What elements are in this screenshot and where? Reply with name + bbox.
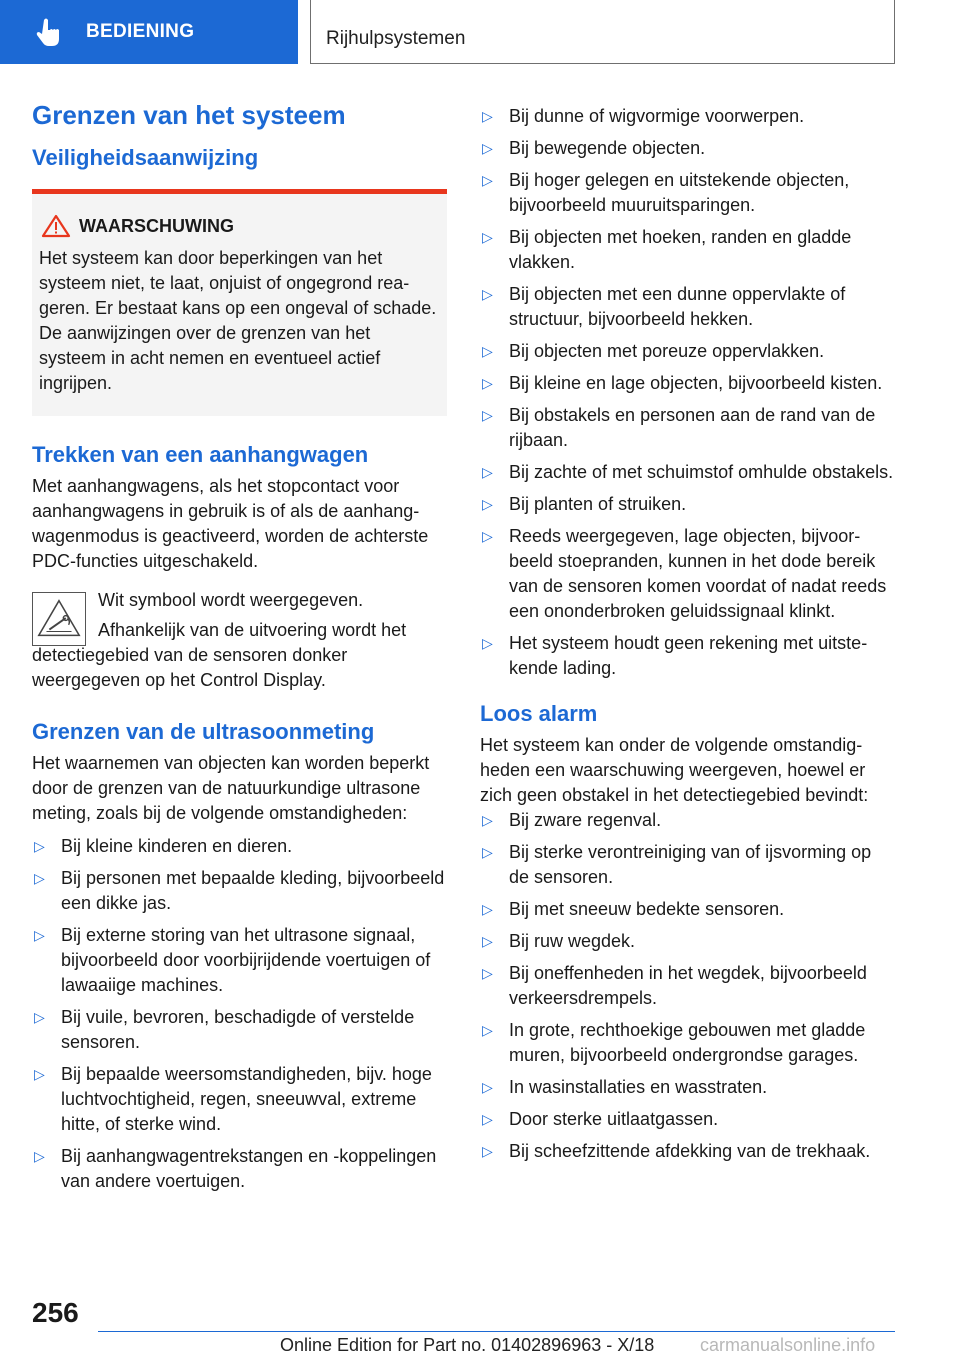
watermark: carmanualsonline.info: [700, 1335, 876, 1355]
footer-rule: [98, 1331, 895, 1332]
list-item: ▷ Bij kleine en lage objecten, bijvoorbeeld kisten.: [480, 371, 895, 396]
list-item: ▷ Bij hoger gelegen en uitstekende objecten, bijvoorbeeld muuruitsparingen.: [482, 170, 850, 215]
bullet-triangle-icon: ▷: [34, 927, 45, 943]
symbol-caption: Wit symbool wordt weergegeven.: [98, 590, 364, 610]
bullet-triangle-icon: ▷: [34, 1009, 45, 1025]
bullet-triangle-icon: ▷: [482, 844, 493, 860]
ultrasound-intro: Het waarnemen van objecten kan worden beperkt door de grenzen van de natuurkundige ultrasone meting, zoals bij de volgende omstandigheden:: [32, 753, 430, 823]
list-item: ▷ In wasinstallaties en wasstraten.: [480, 1075, 895, 1100]
list-item: ▷ Bij met sneeuw bedekte sensoren.: [480, 897, 895, 922]
header-divider-right: [894, 0, 895, 64]
bullet-triangle-icon: ▷: [482, 172, 493, 188]
bullet-triangle-icon: ▷: [482, 108, 493, 124]
list-item: ▷ Bij oneffenheden in het wegdek, bijvoorbeeld verkeersdrempels.: [482, 963, 867, 1008]
list-item: ▷ Het systeem houdt geen rekening met uitstekende lading.: [482, 633, 868, 678]
bullet-triangle-icon: ▷: [482, 1079, 493, 1095]
ultrasound-list: [32, 834, 447, 1194]
ultrasound-list-continued: [480, 104, 895, 681]
list-item: ▷ Bij zware regenval.: [480, 808, 895, 833]
list-item: ▷ Bij planten of struiken.: [480, 492, 895, 517]
false-alarm-heading: Loos alarm: [480, 701, 598, 726]
bullet-triangle-icon: ▷: [34, 870, 45, 886]
trailer-heading: Trekken van een aanhangwagen: [32, 442, 369, 467]
warning-triangle-icon: [41, 214, 71, 238]
list-item: ▷ Bij obstakels en personen aan de rand van de rijbaan.: [482, 405, 876, 450]
bullet-triangle-icon: ▷: [482, 407, 493, 423]
list-item: ▷ Reeds weergegeven, lage objecten, bijvoorbeeld stoepranden, kunnen in het dode bereik van de sensoren komen voordat of nadat reeds een ononderbroken geluidssignaal klinkt.: [482, 526, 887, 621]
ultrasound-heading: Grenzen van de ultrasoonmeting: [32, 719, 375, 744]
hand-pointer-icon: [32, 14, 68, 50]
bullet-triangle-icon: ▷: [482, 343, 493, 359]
bullet-triangle-icon: ▷: [482, 496, 493, 512]
bullet-triangle-icon: ▷: [482, 140, 493, 156]
symbol-text: [32, 588, 447, 613]
list-item: ▷ Door sterke uitlaatgassen.: [480, 1107, 895, 1132]
safety-heading: Veiligheidsaanwijzing: [32, 145, 259, 170]
bullet-triangle-icon: ▷: [482, 528, 493, 544]
left-column: [32, 100, 447, 1201]
list-item: ▷ Bij vuile, bevroren, beschadigde of verstelde sensoren.: [34, 1007, 415, 1052]
section-tab: [0, 0, 298, 64]
section-label: BEDIENING: [86, 21, 195, 42]
warning-text: Het systeem kan door beperkingen van het systeem niet, te laat, onjuist of ongegrond reageren. Er bestaat kans op een ongeval of schade. De aanwijzingen over de grenzen van het systeem in acht nemen en eventueel actief ingrijpen.: [39, 248, 437, 393]
list-item: ▷ Bij bewegende objecten.: [480, 136, 895, 161]
bullet-triangle-icon: ▷: [482, 933, 493, 949]
list-item: ▷ Bij aanhangwagentrekstangen en -koppelingen van andere voertuigen.: [34, 1146, 437, 1191]
bullet-triangle-icon: ▷: [482, 464, 493, 480]
bullet-triangle-icon: ▷: [482, 1022, 493, 1038]
list-item: ▷ Bij objecten met poreuze oppervlakken.: [480, 339, 895, 364]
trailer-symbol-row: [32, 588, 447, 613]
list-item: ▷ Bij kleine kinderen en dieren.: [32, 834, 447, 859]
list-item: ▷ Bij personen met bepaalde kleding, bijvoorbeeld een dikke jas.: [34, 868, 445, 913]
display-text: Afhankelijk van de uitvoering wordt het detectiegebied van de sensoren donker weergegeven op het Control Display.: [32, 620, 407, 690]
warning-title-row: [39, 214, 439, 238]
bullet-triangle-icon: ▷: [482, 635, 493, 651]
edition-text: Online Edition for Part no. 01402896963 - X/18: [280, 1335, 655, 1355]
bullet-triangle-icon: ▷: [34, 1066, 45, 1082]
list-item: ▷ Bij objecten met een dunne oppervlakte of structuur, bijvoorbeeld hekken.: [482, 284, 846, 329]
trailer-text: Met aanhangwagens, als het stopcontact voor aanhangwagens in gebruik is of als de aanhangwagenmodus is geactiveerd, worden de achterste PDC-functies uitgeschakeld.: [32, 476, 429, 571]
list-item: ▷ Bij ruw wegdek.: [480, 929, 895, 954]
bullet-triangle-icon: ▷: [482, 812, 493, 828]
right-column: [480, 104, 895, 1171]
false-alarm-intro: Het systeem kan onder de volgende omstandigheden een waarschuwing weergeven, hoewel er zich geen obstakel in het detectiegebied bevindt:: [480, 735, 869, 805]
bullet-triangle-icon: ▷: [34, 1148, 45, 1164]
warning-box: [32, 189, 447, 416]
bullet-triangle-icon: ▷: [482, 229, 493, 245]
list-item: ▷ Bij externe storing van het ultrasone signaal, bijvoorbeeld door voorbijrijdende voertuigen of lawaaiige machines.: [34, 925, 431, 995]
warning-title: WAARSCHUWING: [79, 215, 234, 236]
list-item: ▷ Bij bepaalde weersomstandigheden, bijv. hoge luchtvochtigheid, regen, sneeuwval, extreme hitte, of sterke wind.: [34, 1064, 432, 1134]
chapter-title: Rijhulpsystemen: [326, 28, 466, 49]
list-item: ▷ Bij objecten met hoeken, randen en gladde vlakken.: [482, 227, 852, 272]
header-rule: [310, 63, 895, 64]
page-number: 256: [32, 1297, 79, 1328]
trailer-warning-symbol-icon: [32, 592, 86, 646]
list-item: ▷ Bij dunne of wigvormige voorwerpen.: [480, 104, 895, 129]
bullet-triangle-icon: ▷: [482, 965, 493, 981]
false-alarm-list: [480, 808, 895, 1164]
list-item: ▷ Bij sterke verontreiniging van of ijsvorming op de sensoren.: [482, 842, 872, 887]
page-heading: Grenzen van het systeem: [32, 100, 346, 130]
list-item: ▷ Bij scheefzittende afdekking van de trekhaak.: [480, 1139, 895, 1164]
bullet-triangle-icon: ▷: [482, 1111, 493, 1127]
list-item: ▷ In grote, rechthoekige gebouwen met gladde muren, bijvoorbeeld ondergrondse garages.: [482, 1020, 866, 1065]
bullet-triangle-icon: ▷: [482, 901, 493, 917]
bullet-triangle-icon: ▷: [482, 375, 493, 391]
bullet-triangle-icon: ▷: [34, 838, 45, 854]
bullet-triangle-icon: ▷: [482, 1143, 493, 1159]
header-divider: [310, 0, 311, 64]
list-item: ▷ Bij zachte of met schuimstof omhulde obstakels.: [480, 460, 895, 485]
bullet-triangle-icon: ▷: [482, 286, 493, 302]
